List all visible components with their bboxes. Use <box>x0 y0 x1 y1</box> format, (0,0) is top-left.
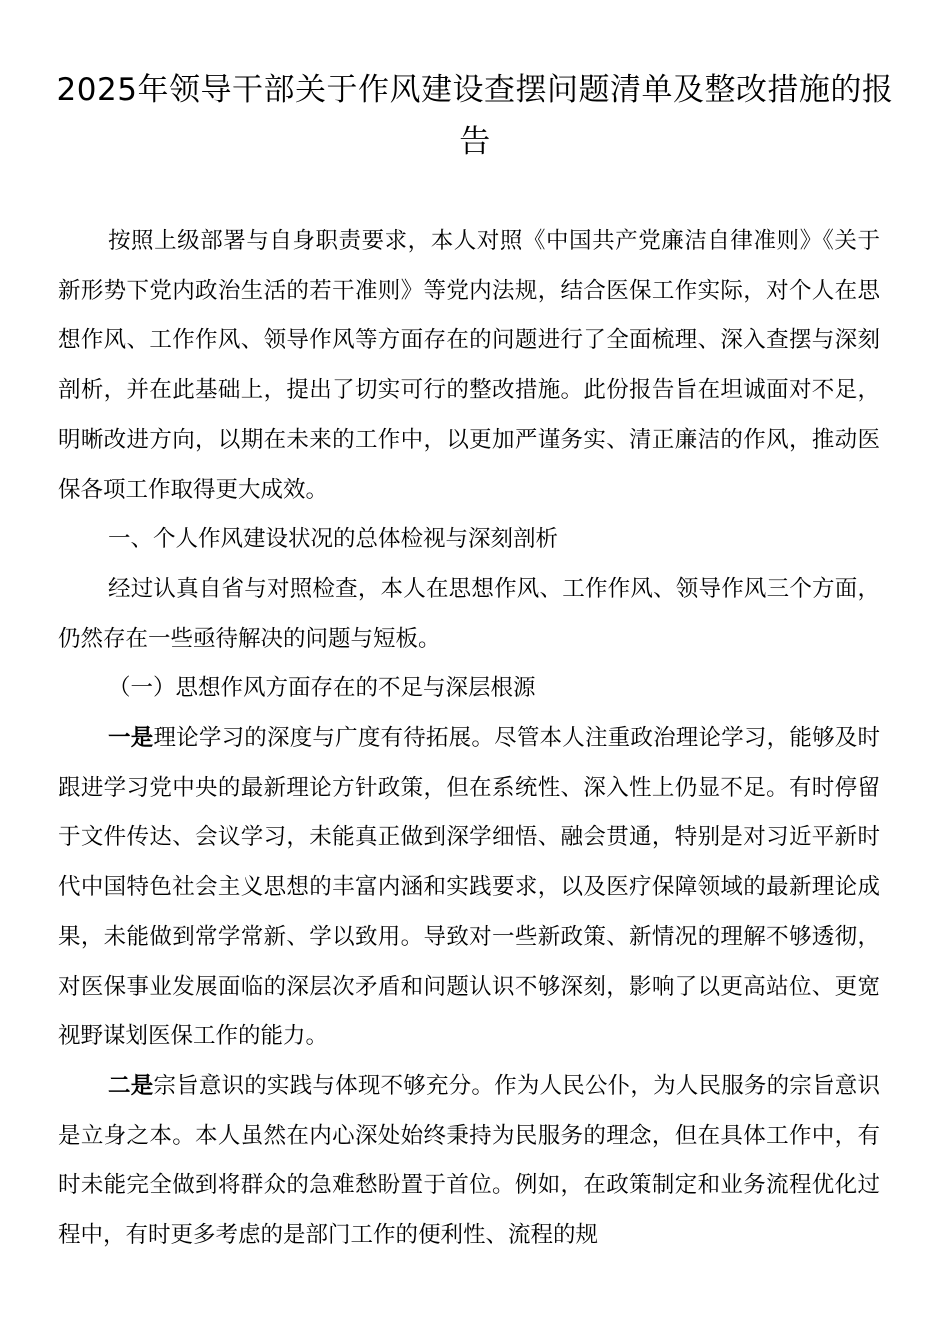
point-1-text: 理论学习的深度与广度有待拓展。尽管本人注重政治理论学习，能够及时跟进学习党中央的最新理论方针政策，但在系统性、深入性上仍显不足。有时停留于文件传达、会议学习，未能真正做到深学细悟、融会贯通，特别是对习近平新时代中国特色社会主义思想的丰富内涵和实践要求，以及医疗保障领域的最新理论成果，未能做到常学常新、学以致用。导致对一些新政策、新情况的理解不够透彻，对医保事业发展面临的深层次矛盾和问题认识不够深刻，影响了以更高站位、更宽视野谋划医保工作的能力。 <box>58 725 880 1050</box>
document-title: 2025年领导干部关于作风建设查摆问题清单及整改措施的报告 <box>56 72 894 160</box>
subsection-heading-1: （一）思想作风方面存在的不足与深层根源 <box>108 675 536 702</box>
intro-paragraph: 按照上级部署与自身职责要求，本人对照《中国共产党廉洁自律准则》《关于新形势下党内政治生活的若干准则》等党内法规，结合医保工作实际，对个人在思想作风、工作作风、领导作风等方面存在的问题进行了全面梳理、深入查摆与深刻剖析，并在此基础上，提出了切实可行的整改措施。此份报告旨在坦诚面对不足，明晰改进方向，以期在未来的工作中，以更加严谨务实、清正廉洁的作风，推动医保各项工作取得更大成效。 <box>58 228 880 503</box>
section1-intro-paragraph: 经过认真自省与对照检查，本人在思想作风、工作作风、领导作风三个方面，仍然存在一些亟待解决的问题与短板。 <box>58 575 880 652</box>
point-2-text: 宗旨意识的实践与体现不够充分。作为人民公仆，为人民服务的宗旨意识是立身之本。本人虽然在内心深处始终秉持为民服务的理念，但在具体工作中，有时未能完全做到将群众的急难愁盼置于首位。例如，在政策制定和业务流程优化过程中，有时更多考虑的是部门工作的便利性、流程的规 <box>58 1072 880 1249</box>
section-heading-1: 一、个人作风建设状况的总体检视与深刻剖析 <box>108 526 559 553</box>
document-body <box>58 217 880 1261</box>
point-1-lead: 一是 <box>108 725 154 752</box>
point-2-paragraph <box>58 1062 880 1261</box>
point-1-paragraph <box>58 714 880 1062</box>
point-2-lead: 二是 <box>108 1072 154 1099</box>
